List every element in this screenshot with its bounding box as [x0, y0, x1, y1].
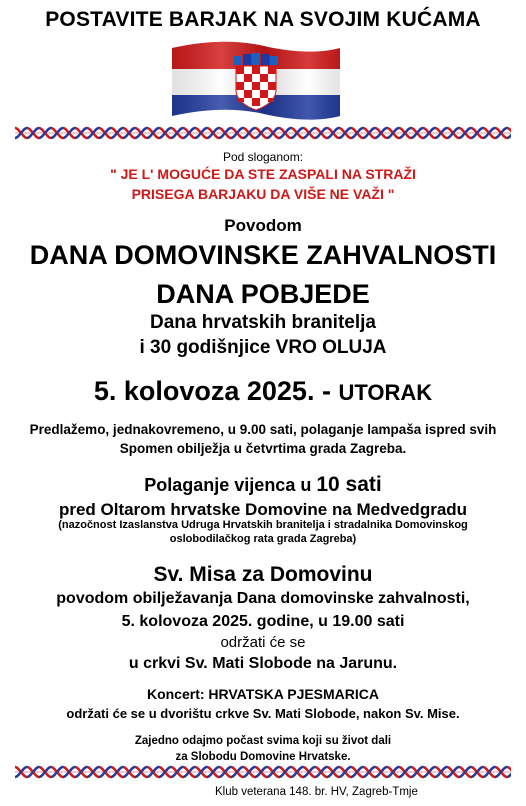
wreath-time: 10 sati	[316, 473, 382, 496]
povodom-label: Povodom	[224, 216, 302, 235]
wreath-location: pred Oltarom hrvatske Domovine na Medvedgradu	[58, 500, 468, 519]
mass-title: Sv. Misa za Domovinu	[153, 563, 373, 586]
subheading-oluja: i 30 godišnjice VRO OLUJA	[139, 337, 387, 358]
slogan-line-1: " JE L' MOGUĆE DA STE ZASPALI NA STRAŽI	[110, 166, 416, 182]
mass-line-1: povodom obilježavanja Dana domovinske zahvalnosti,	[56, 590, 470, 607]
event-day: UTORAK	[338, 380, 433, 405]
mass-line-3: održati će se	[220, 634, 306, 651]
wreath-prefix: Polaganje vijenca u	[144, 475, 317, 495]
concert-heading	[0, 686, 526, 702]
mass-line-4: u crkvi Sv. Mati Slobode na Jarunu.	[128, 655, 398, 672]
mass-line-2: 5. kolovoza 2025. godine, u 19.00 sati	[121, 613, 405, 630]
heading-dana-pobjede: DANA POBJEDE	[156, 279, 370, 309]
wreath-note-line-2: oslobodilačkog rata grada Zagreba)	[169, 533, 357, 545]
slogan-line-2: PRISEGA BARJAKU DA VIŠE NE VAŽI "	[131, 186, 395, 202]
closing-line-2: za Slobodu Domovine Hrvatske.	[175, 751, 351, 763]
event-date-line	[0, 376, 526, 407]
braid-border-top	[15, 125, 511, 141]
date-separator: -	[314, 376, 339, 406]
closing-line-1: Zajedno odajmo počast svima koji su život dali	[134, 735, 392, 747]
page-title: POSTAVITE BARJAK NA SVOJIM KUĆAMA	[45, 8, 481, 31]
footer-signature: Klub veterana 148. br. HV, Zagreb-Tmje	[215, 786, 418, 798]
lanterns-text-line-2: Spomen obilježja u četvrtima grada Zagreba.	[119, 441, 407, 456]
wreath-heading	[0, 473, 526, 497]
heading-dana-domovinske-zahvalnosti: DANA DOMOVINSKE ZAHVALNOSTI	[29, 240, 497, 270]
event-date: 5. kolovoza 2025.	[93, 376, 315, 406]
concert-name: HRVATSKA PJESMARICA	[208, 686, 380, 702]
lanterns-text-line-1: Predlažemo, jednakovremeno, u 9.00 sati, polaganje lampaša ispred svih	[29, 422, 497, 437]
croatian-flag-icon	[168, 40, 344, 124]
slogan-intro: Pod sloganom:	[222, 150, 304, 164]
concert-details: održati će se u dvorištu crkve Sv. Mati Slobode, nakon Sv. Mise.	[66, 706, 460, 721]
subheading-branitelji: Dana hrvatskih branitelja	[150, 312, 376, 333]
wreath-note-line-1: (nazočnost Izaslanstva Udruga Hrvatskih branitelja i stradalnika Domovinskog	[58, 519, 468, 531]
concert-label: Koncert:	[146, 686, 209, 702]
braid-border-bottom	[15, 764, 511, 780]
